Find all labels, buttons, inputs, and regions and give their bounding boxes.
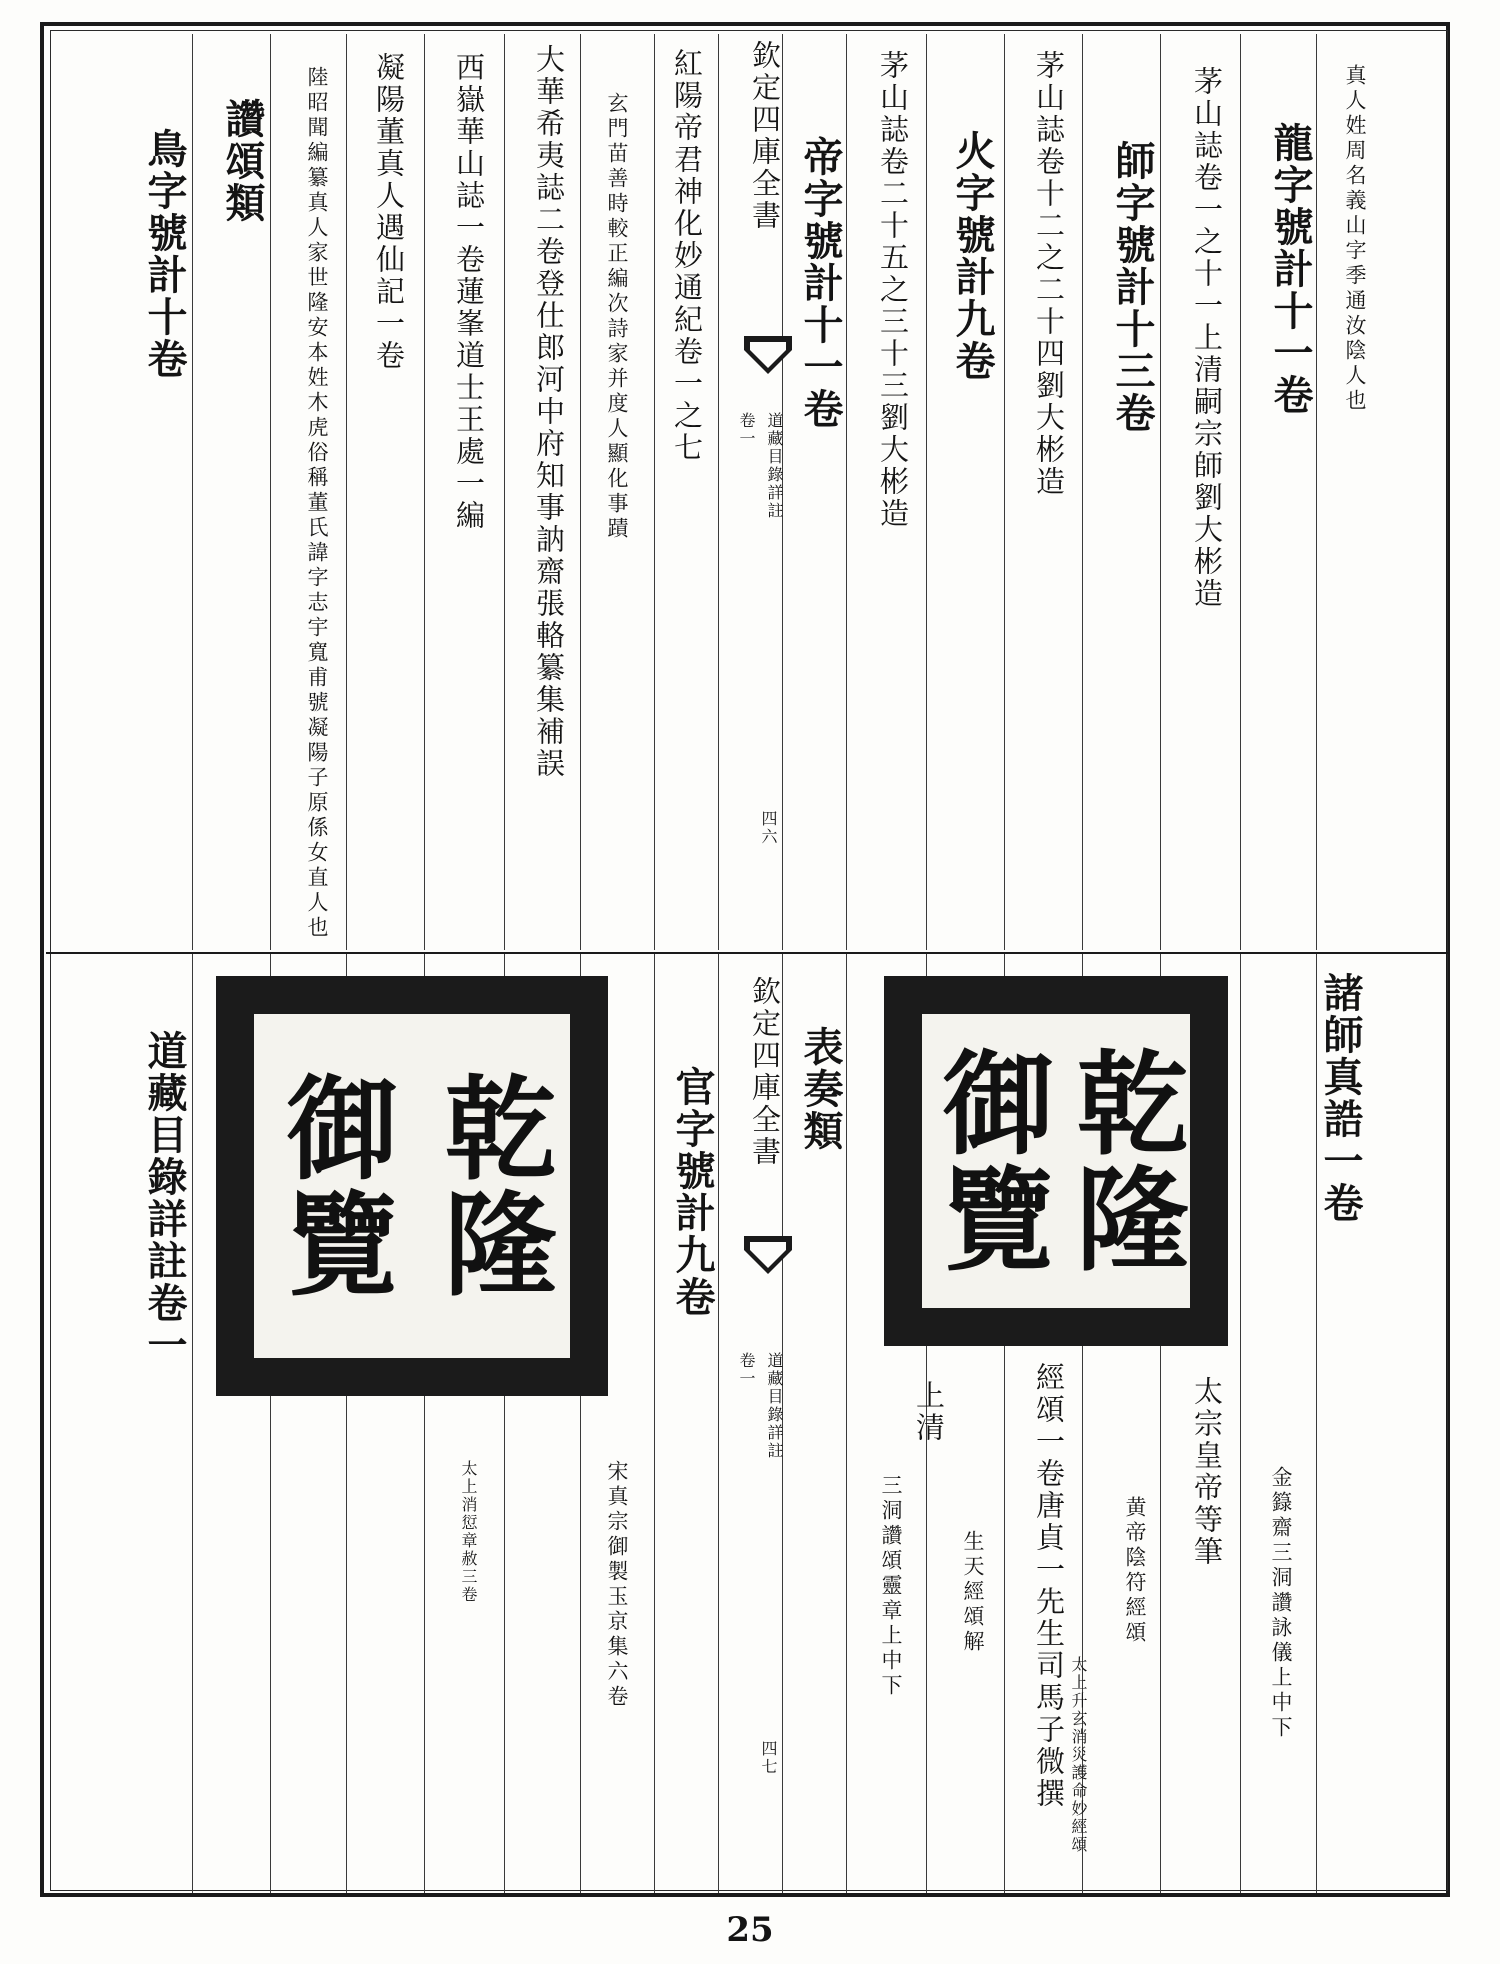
column-ruling bbox=[346, 34, 347, 950]
bottom-column-6: 太上升玄消災護命妙經頌 bbox=[1069, 1656, 1088, 1854]
seal-glyph-column: 乾隆 bbox=[1058, 1045, 1189, 1277]
top-column-4: 師字號計十三卷 bbox=[1109, 140, 1156, 434]
top-column-14: 陸昭聞編纂真人家世隆安本姓木虎俗稱董氏諱字志宇寬甫號凝陽子原係女直人也 bbox=[305, 66, 329, 941]
bottom-column-13: 太上消愆章赦三卷 bbox=[459, 1460, 478, 1604]
top-column-13: 凝陽董真人遇仙記一卷 bbox=[372, 52, 406, 372]
fish-tail-mark-icon bbox=[744, 1236, 792, 1274]
column-ruling bbox=[718, 34, 719, 950]
fish-tail-mark-icon bbox=[744, 336, 792, 374]
bottom-column-14: 道藏目錄詳註卷一 bbox=[141, 1030, 188, 1366]
bottom-folio: 四七 bbox=[759, 1740, 778, 1776]
column-ruling bbox=[926, 34, 927, 950]
column-ruling bbox=[580, 34, 581, 950]
top-column-3: 茅山誌卷一之十一上清嗣宗師劉大彬造 bbox=[1190, 66, 1224, 610]
column-ruling bbox=[718, 954, 719, 1893]
seal-glyph-column: 御覽 bbox=[924, 1045, 1055, 1277]
top-column-10: 玄門苗善時較正編次詩家并度人顯化事蹟 bbox=[605, 92, 629, 542]
bottom-column-9: 三洞讚頌靈章上中下 bbox=[879, 1474, 903, 1699]
bottom-column-10: 表奏類 bbox=[797, 1026, 844, 1152]
bottom-column-1: 諸師真誥一卷 bbox=[1317, 972, 1364, 1224]
column-ruling bbox=[424, 34, 425, 950]
top-column-12: 西嶽華山誌一卷蓮峯道士王處一編 bbox=[452, 52, 486, 532]
top-center-band bbox=[736, 40, 800, 920]
imperial-seal-right bbox=[884, 976, 1228, 1346]
bottom-column-3: 太宗皇帝等筆 bbox=[1190, 1376, 1224, 1568]
top-column-6: 火字號計九卷 bbox=[949, 130, 996, 382]
column-ruling bbox=[846, 954, 847, 1893]
bottom-column-7: 生天經頌解 bbox=[961, 1530, 985, 1655]
column-ruling bbox=[654, 954, 655, 1893]
bottom-column-12: 宋真宗御製玉京集六卷 bbox=[605, 1460, 629, 1710]
column-ruling bbox=[1082, 34, 1083, 950]
column-ruling bbox=[192, 954, 193, 1893]
column-ruling bbox=[846, 34, 847, 950]
column-ruling bbox=[192, 34, 193, 950]
bottom-center-title: 欽定四庫全書 bbox=[748, 976, 782, 1168]
top-center-juan: 卷一 bbox=[737, 412, 756, 448]
top-column-11: 大華希夷誌二卷登仕郎河中府知事訥齋張輅纂集補誤 bbox=[532, 44, 566, 780]
column-ruling bbox=[1160, 34, 1161, 950]
top-column-7: 茅山誌卷二十五之三十三劉大彬造 bbox=[876, 50, 910, 530]
fold-line bbox=[46, 952, 1448, 954]
bottom-column-5: 經頌一卷唐貞一先生司馬子微撰 bbox=[1032, 1362, 1066, 1810]
top-column-9: 紅陽帝君神化妙通紀卷一之七 bbox=[670, 48, 704, 464]
top-column-1: 真人姓周名義山字季通汝陰人也 bbox=[1343, 64, 1367, 414]
column-ruling bbox=[504, 34, 505, 950]
bottom-column-8: 上清 bbox=[912, 1380, 946, 1444]
seal-glyph-column: 御覽 bbox=[268, 1070, 399, 1302]
top-center-title: 欽定四庫全書 bbox=[748, 40, 782, 232]
bottom-center-band bbox=[736, 976, 800, 1856]
imperial-seal-left bbox=[216, 976, 608, 1396]
seal-glyph-column: 乾隆 bbox=[426, 1070, 557, 1302]
column-ruling bbox=[654, 34, 655, 950]
top-column-5: 茅山誌卷十二之二十四劉大彬造 bbox=[1032, 50, 1066, 498]
top-center-book: 道藏目錄詳註 bbox=[765, 412, 784, 520]
bottom-column-4: 黄帝陰符經頌 bbox=[1123, 1496, 1147, 1646]
page-number: 25 bbox=[726, 1910, 774, 1950]
bottom-center-book: 道藏目錄詳註 bbox=[765, 1352, 784, 1460]
column-ruling bbox=[270, 34, 271, 950]
column-ruling bbox=[1316, 34, 1317, 950]
bottom-column-2: 金籙齋三洞讚詠儀上中下 bbox=[1269, 1466, 1293, 1741]
column-ruling bbox=[1240, 34, 1241, 950]
top-folio: 四六 bbox=[759, 810, 778, 846]
bottom-center-juan: 卷一 bbox=[737, 1352, 756, 1388]
column-ruling bbox=[1240, 954, 1241, 1893]
top-column-16: 鳥字號計十卷 bbox=[141, 128, 188, 380]
top-column-8: 帝字號計十一卷 bbox=[797, 136, 844, 430]
top-column-2: 龍字號計十一卷 bbox=[1267, 122, 1314, 416]
top-column-15: 讚頌類 bbox=[219, 98, 266, 224]
bottom-column-11: 官字號計九卷 bbox=[669, 1066, 716, 1318]
column-ruling bbox=[1004, 34, 1005, 950]
